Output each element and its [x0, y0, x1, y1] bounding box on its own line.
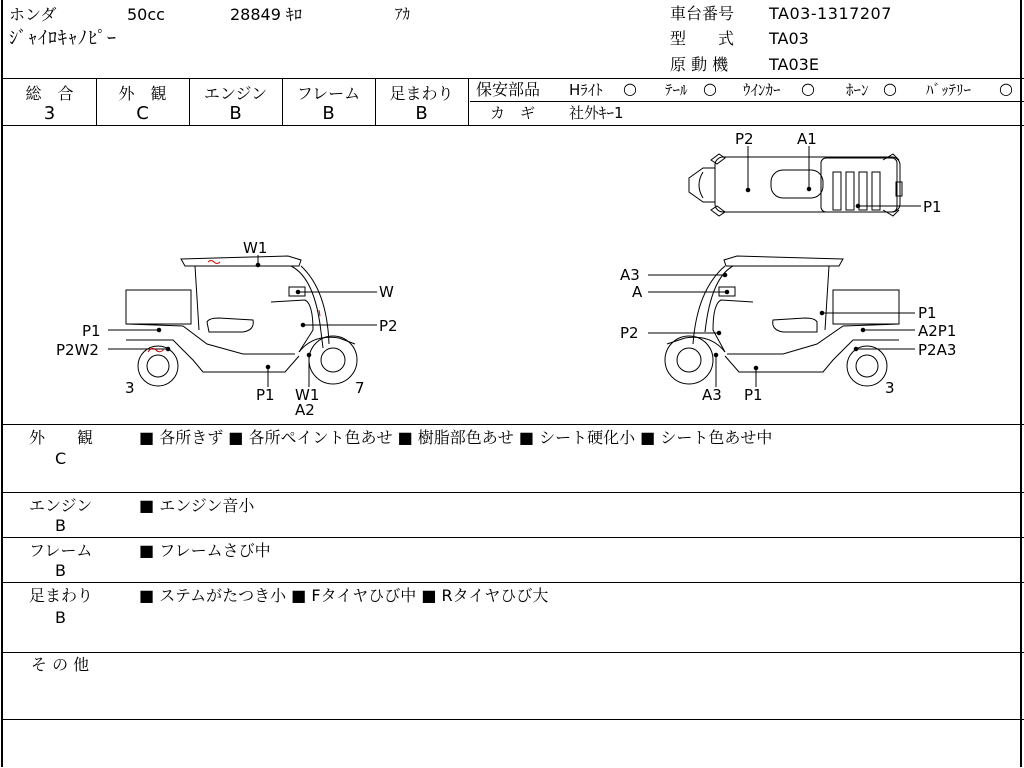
safety-headlight-label: Hﾗｲﾄ: [569, 81, 603, 99]
maker: ホンダ: [9, 5, 57, 24]
label-left-wheel-front: 7: [355, 379, 365, 397]
remark-label-frame: フレーム: [29, 541, 93, 560]
divider: [468, 78, 469, 125]
divider: [3, 492, 1024, 493]
grade-header-overall: 総 合: [25, 84, 74, 103]
engine-label: 原 動 機: [670, 55, 729, 74]
engine-value: TA03E: [769, 55, 819, 74]
safety-horn-mark: ○: [883, 79, 897, 98]
label-top-p1: P1: [923, 198, 942, 216]
divider: [3, 537, 1024, 538]
remark-text-engine: ■ エンジン音小: [139, 496, 255, 515]
label-left-wheel-rear: 3: [125, 379, 135, 397]
safety-battery-mark: ○: [999, 79, 1013, 98]
divider: [3, 719, 1024, 720]
divider: [3, 424, 1024, 425]
label-right-p1: P1: [918, 304, 937, 322]
type-label: 型 式: [670, 29, 735, 48]
label-right-p1-bottom: P1: [744, 386, 763, 404]
divider: [3, 652, 1024, 653]
label-right-a3-bottom: A3: [702, 386, 722, 404]
color: ｱｶ: [395, 5, 411, 23]
frame-no: TA03-1317207: [769, 4, 892, 23]
safety-winker-mark: ○: [801, 79, 815, 98]
grade-header-exterior: 外 観: [118, 84, 167, 103]
grade-overall: 3: [43, 103, 56, 124]
safety-tail-label: ﾃｰﾙ: [665, 81, 688, 99]
remark-label-suspension: 足まわり: [29, 586, 94, 605]
label-left-a2-bottom: A2: [295, 401, 315, 419]
key-value: 社外ｷｰ1: [569, 104, 624, 122]
right-view-scooter: [648, 256, 915, 387]
safety-horn-label: ﾎｰﾝ: [846, 81, 869, 99]
safety-battery-label: ﾊﾞｯﾃﾘｰ: [926, 81, 972, 99]
model-name: ｼﾞｬｲﾛｷｬﾉﾋﾟｰ: [9, 28, 117, 49]
divider: [3, 582, 1024, 583]
divider: [3, 78, 1024, 79]
scooter-damage-diagram: [3, 126, 1024, 424]
remark-text-exterior: ■ 各所きず ■ 各所ペイント色あせ ■ 樹脂部色あせ ■ シート硬化小 ■ シート色あせ中: [139, 428, 773, 447]
label-right-wheel-rear: 3: [885, 379, 895, 397]
label-left-w1-bottom: W1: [295, 386, 320, 404]
grade-frame: B: [322, 103, 335, 124]
remark-text-frame: ■ フレームさび中: [139, 541, 271, 560]
grade-engine: B: [229, 103, 242, 124]
label-right-p2: P2: [620, 324, 639, 342]
divider: [470, 101, 1024, 102]
safety-winker-label: ｳｲﾝｶｰ: [743, 81, 781, 99]
grade-header-engine: エンジン: [203, 84, 268, 103]
grade-suspension: B: [415, 103, 428, 124]
label-left-w1-top: W1: [243, 239, 268, 257]
label-top-a1: A1: [797, 130, 817, 148]
remark-grade-engine: B: [55, 516, 66, 535]
label-right-a3-top: A3: [620, 266, 640, 284]
label-right-p2a3: P2A3: [918, 341, 957, 359]
left-view-scooter: [108, 255, 377, 387]
label-right-a: A: [632, 283, 643, 301]
grade-header-frame: フレーム: [296, 84, 361, 103]
displacement: 50cc: [127, 5, 165, 24]
safety-tail-mark: ○: [703, 79, 717, 98]
grade-header-suspension: 足まわり: [389, 84, 454, 103]
safety-headlight-mark: ○: [623, 79, 637, 98]
remark-label-other: そ の 他: [31, 655, 90, 674]
remark-grade-suspension: B: [55, 608, 66, 627]
mileage: 28849 ｷﾛ: [230, 5, 302, 24]
inspection-sheet: [1, 0, 1022, 767]
remark-label-exterior: 外 観: [29, 428, 94, 447]
grade-exterior: C: [136, 103, 149, 124]
remark-text-suspension: ■ ステムがたつき小 ■ Fタイヤひび中 ■ Rタイヤひび大: [139, 586, 549, 605]
type-value: TA03: [769, 29, 809, 48]
label-left-w: W: [379, 283, 394, 301]
top-view-scooter: [689, 146, 921, 216]
label-top-p2: P2: [735, 130, 754, 148]
key-label: カ ギ: [490, 104, 536, 122]
label-left-p2w2: P2W2: [56, 341, 99, 359]
frame-no-label: 車台番号: [670, 4, 735, 23]
safety-label: 保安部品: [476, 80, 541, 99]
label-left-p2: P2: [379, 317, 398, 335]
remark-grade-frame: B: [55, 561, 66, 580]
label-left-p1-bottom: P1: [256, 386, 275, 404]
label-left-p1: P1: [82, 322, 101, 340]
label-right-a2p1: A2P1: [918, 322, 957, 340]
remark-label-engine: エンジン: [29, 496, 93, 515]
remark-grade-exterior: C: [55, 449, 67, 468]
